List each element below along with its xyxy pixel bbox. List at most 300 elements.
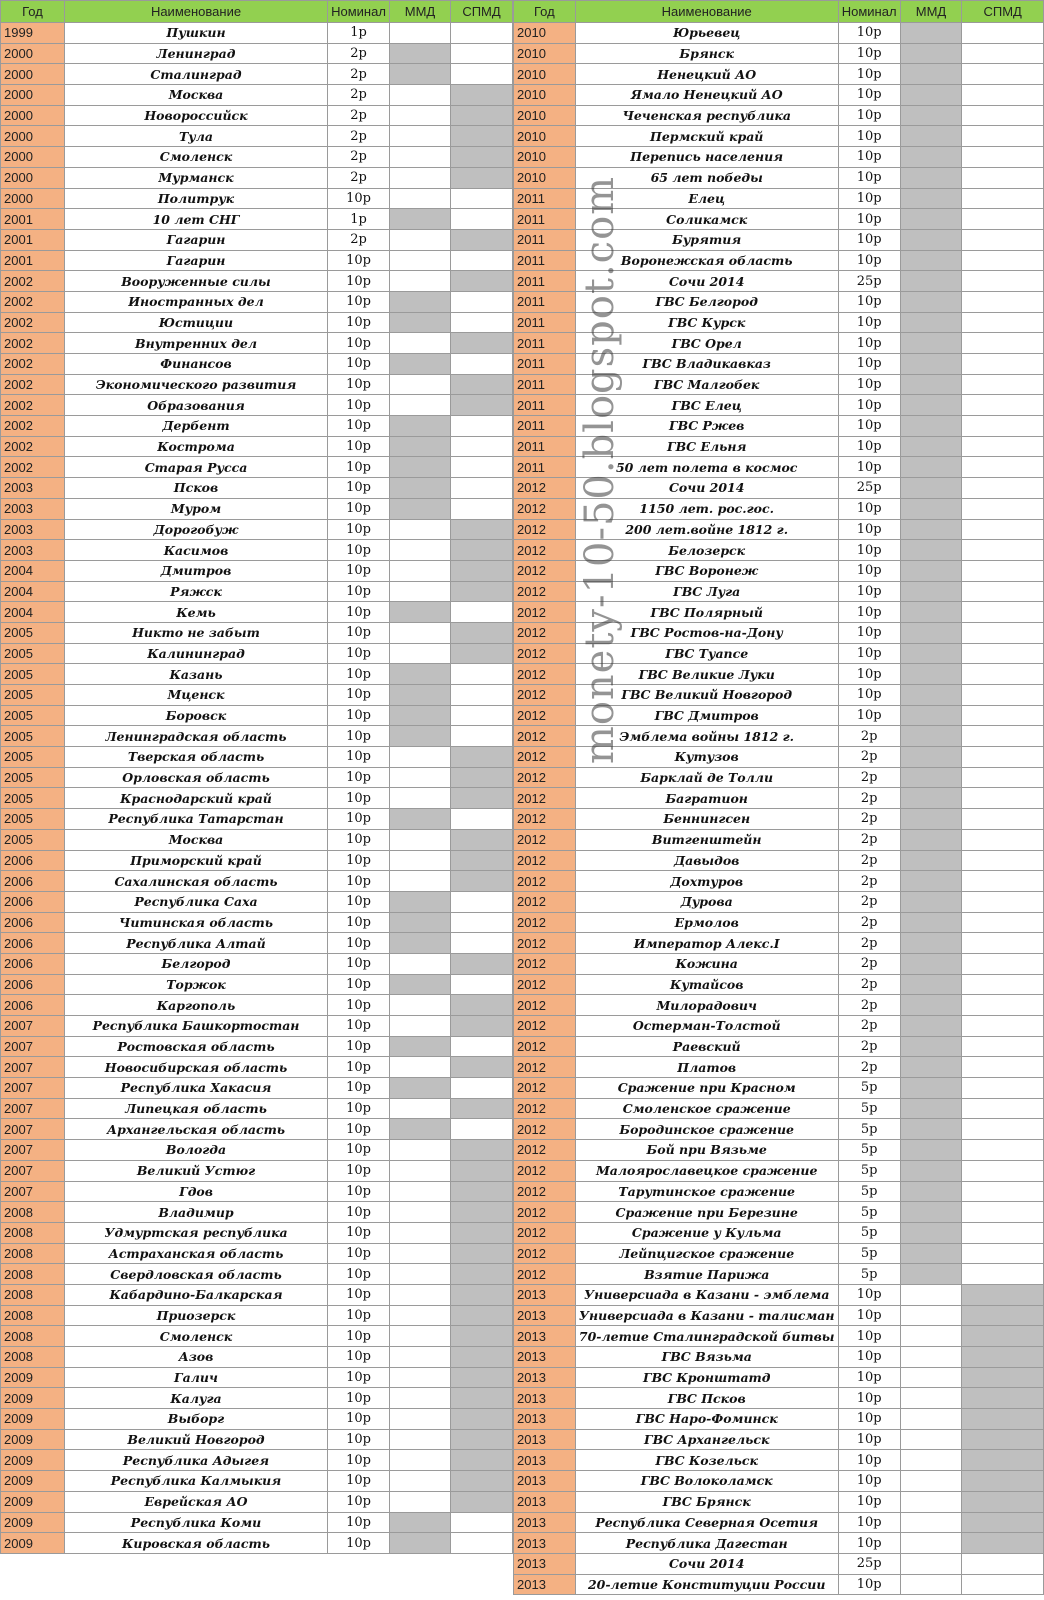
spmd-cell[interactable]	[451, 374, 513, 395]
name-cell[interactable]: Кострома	[65, 436, 328, 457]
name-cell[interactable]: Калининград	[65, 643, 328, 664]
mmd-cell[interactable]	[900, 1078, 962, 1099]
mmd-cell[interactable]	[900, 291, 962, 312]
header-name[interactable]: Наименование	[575, 1, 838, 23]
spmd-cell[interactable]	[451, 416, 513, 437]
spmd-cell[interactable]	[962, 498, 1044, 519]
year-cell[interactable]: 2012	[514, 1202, 576, 1223]
nominal-cell[interactable]: 10р	[838, 147, 900, 168]
spmd-cell[interactable]	[962, 871, 1044, 892]
year-cell[interactable]: 2005	[1, 767, 65, 788]
nominal-cell[interactable]: 10р	[328, 333, 390, 354]
year-cell[interactable]: 2002	[1, 395, 65, 416]
year-cell[interactable]: 2012	[514, 602, 576, 623]
name-cell[interactable]: 1150 лет. рос.гос.	[575, 498, 838, 519]
nominal-cell[interactable]: 10р	[838, 1533, 900, 1554]
name-cell[interactable]: Остерман-Толстой	[575, 1016, 838, 1037]
year-cell[interactable]: 2002	[1, 312, 65, 333]
header-name[interactable]: Наименование	[65, 1, 328, 23]
spmd-cell[interactable]	[451, 291, 513, 312]
spmd-cell[interactable]	[962, 312, 1044, 333]
year-cell[interactable]: 2013	[514, 1491, 576, 1512]
name-cell[interactable]: Ленинград	[65, 43, 328, 64]
spmd-cell[interactable]	[962, 105, 1044, 126]
name-cell[interactable]: Сражение при Березине	[575, 1202, 838, 1223]
name-cell[interactable]: Республика Северная Осетия	[575, 1512, 838, 1533]
mmd-cell[interactable]	[900, 312, 962, 333]
spmd-cell[interactable]	[962, 250, 1044, 271]
mmd-cell[interactable]	[390, 147, 451, 168]
name-cell[interactable]: Елец	[575, 188, 838, 209]
nominal-cell[interactable]: 10р	[328, 1243, 390, 1264]
mmd-cell[interactable]	[390, 871, 451, 892]
name-cell[interactable]: Вооруженные силы	[65, 271, 328, 292]
mmd-cell[interactable]	[900, 519, 962, 540]
nominal-cell[interactable]: 10р	[838, 457, 900, 478]
mmd-cell[interactable]	[390, 188, 451, 209]
name-cell[interactable]: ГВС Малгобек	[575, 374, 838, 395]
spmd-cell[interactable]	[962, 1429, 1044, 1450]
spmd-cell[interactable]	[451, 1347, 513, 1368]
name-cell[interactable]: Краснодарский край	[65, 788, 328, 809]
nominal-cell[interactable]: 10р	[838, 1409, 900, 1430]
mmd-cell[interactable]	[900, 147, 962, 168]
nominal-cell[interactable]: 10р	[328, 747, 390, 768]
mmd-cell[interactable]	[390, 1181, 451, 1202]
spmd-cell[interactable]	[451, 519, 513, 540]
name-cell[interactable]: Брянск	[575, 43, 838, 64]
name-cell[interactable]: Бой при Вязьме	[575, 1140, 838, 1161]
name-cell[interactable]: Мценск	[65, 685, 328, 706]
nominal-cell[interactable]: 5р	[838, 1098, 900, 1119]
nominal-cell[interactable]: 5р	[838, 1181, 900, 1202]
year-cell[interactable]: 2007	[1, 1160, 65, 1181]
spmd-cell[interactable]	[451, 622, 513, 643]
spmd-cell[interactable]	[962, 912, 1044, 933]
spmd-cell[interactable]	[451, 457, 513, 478]
nominal-cell[interactable]: 10р	[328, 519, 390, 540]
nominal-cell[interactable]: 10р	[328, 1036, 390, 1057]
nominal-cell[interactable]: 10р	[838, 167, 900, 188]
year-cell[interactable]: 2006	[1, 912, 65, 933]
spmd-cell[interactable]	[962, 1264, 1044, 1285]
mmd-cell[interactable]	[900, 602, 962, 623]
spmd-cell[interactable]	[962, 1016, 1044, 1037]
spmd-cell[interactable]	[962, 643, 1044, 664]
mmd-cell[interactable]	[900, 167, 962, 188]
year-cell[interactable]: 2010	[514, 64, 576, 85]
name-cell[interactable]: ГВС Орел	[575, 333, 838, 354]
spmd-cell[interactable]	[962, 809, 1044, 830]
mmd-cell[interactable]	[390, 995, 451, 1016]
year-cell[interactable]: 2012	[514, 498, 576, 519]
year-cell[interactable]: 2005	[1, 664, 65, 685]
year-cell[interactable]: 2012	[514, 478, 576, 499]
spmd-cell[interactable]	[962, 1367, 1044, 1388]
year-cell[interactable]: 2001	[1, 209, 65, 230]
year-cell[interactable]: 2009	[1, 1429, 65, 1450]
mmd-cell[interactable]	[390, 726, 451, 747]
year-cell[interactable]: 2002	[1, 457, 65, 478]
year-cell[interactable]: 2003	[1, 498, 65, 519]
mmd-cell[interactable]	[390, 1491, 451, 1512]
spmd-cell[interactable]	[962, 167, 1044, 188]
name-cell[interactable]: 65 лет победы	[575, 167, 838, 188]
mmd-cell[interactable]	[900, 664, 962, 685]
nominal-cell[interactable]: 10р	[328, 622, 390, 643]
nominal-cell[interactable]: 10р	[838, 1388, 900, 1409]
mmd-cell[interactable]	[390, 1450, 451, 1471]
name-cell[interactable]: Багратион	[575, 788, 838, 809]
spmd-cell[interactable]	[962, 1222, 1044, 1243]
mmd-cell[interactable]	[900, 1533, 962, 1554]
spmd-cell[interactable]	[962, 622, 1044, 643]
spmd-cell[interactable]	[451, 23, 513, 44]
spmd-cell[interactable]	[451, 788, 513, 809]
nominal-cell[interactable]: 2р	[838, 747, 900, 768]
nominal-cell[interactable]: 10р	[838, 498, 900, 519]
year-cell[interactable]: 2007	[1, 1181, 65, 1202]
mmd-cell[interactable]	[900, 643, 962, 664]
mmd-cell[interactable]	[390, 1533, 451, 1554]
nominal-cell[interactable]: 10р	[328, 705, 390, 726]
name-cell[interactable]: Читинская область	[65, 912, 328, 933]
spmd-cell[interactable]	[451, 147, 513, 168]
mmd-cell[interactable]	[390, 1036, 451, 1057]
mmd-cell[interactable]	[390, 395, 451, 416]
mmd-cell[interactable]	[900, 912, 962, 933]
nominal-cell[interactable]: 10р	[838, 374, 900, 395]
spmd-cell[interactable]	[962, 1036, 1044, 1057]
year-cell[interactable]: 2012	[514, 747, 576, 768]
year-cell[interactable]: 2012	[514, 1160, 576, 1181]
name-cell[interactable]: Мурманск	[65, 167, 328, 188]
nominal-cell[interactable]: 10р	[328, 188, 390, 209]
spmd-cell[interactable]	[451, 602, 513, 623]
nominal-cell[interactable]: 10р	[328, 1388, 390, 1409]
name-cell[interactable]: Боровск	[65, 705, 328, 726]
nominal-cell[interactable]: 10р	[328, 1078, 390, 1099]
nominal-cell[interactable]: 10р	[328, 788, 390, 809]
mmd-cell[interactable]	[390, 23, 451, 44]
year-cell[interactable]: 2006	[1, 953, 65, 974]
year-cell[interactable]: 2010	[514, 126, 576, 147]
year-cell[interactable]: 2008	[1, 1202, 65, 1223]
year-cell[interactable]: 2012	[514, 891, 576, 912]
year-cell[interactable]: 2013	[514, 1429, 576, 1450]
name-cell[interactable]: ГВС Луга	[575, 581, 838, 602]
year-cell[interactable]: 2013	[514, 1553, 576, 1574]
nominal-cell[interactable]: 2р	[328, 147, 390, 168]
mmd-cell[interactable]	[900, 1264, 962, 1285]
spmd-cell[interactable]	[451, 705, 513, 726]
year-cell[interactable]: 2013	[514, 1347, 576, 1368]
mmd-cell[interactable]	[390, 498, 451, 519]
name-cell[interactable]: ГВС Белгород	[575, 291, 838, 312]
mmd-cell[interactable]	[900, 436, 962, 457]
spmd-cell[interactable]	[451, 209, 513, 230]
year-cell[interactable]: 2013	[514, 1284, 576, 1305]
header-nominal[interactable]: Номинал	[328, 1, 390, 23]
name-cell[interactable]: Тверская область	[65, 747, 328, 768]
nominal-cell[interactable]: 10р	[838, 1429, 900, 1450]
name-cell[interactable]: Давыдов	[575, 850, 838, 871]
header-spmd[interactable]: СПМД	[451, 1, 513, 23]
name-cell[interactable]: ГВС Наро-Фоминск	[575, 1409, 838, 1430]
year-cell[interactable]: 2006	[1, 891, 65, 912]
spmd-cell[interactable]	[451, 1140, 513, 1161]
nominal-cell[interactable]: 5р	[838, 1202, 900, 1223]
spmd-cell[interactable]	[451, 1222, 513, 1243]
nominal-cell[interactable]: 5р	[838, 1078, 900, 1099]
year-cell[interactable]: 2012	[514, 1119, 576, 1140]
year-cell[interactable]: 2003	[1, 540, 65, 561]
mmd-cell[interactable]	[390, 1160, 451, 1181]
year-cell[interactable]: 2002	[1, 416, 65, 437]
mmd-cell[interactable]	[900, 974, 962, 995]
nominal-cell[interactable]: 2р	[328, 85, 390, 106]
year-cell[interactable]: 2009	[1, 1388, 65, 1409]
year-cell[interactable]: 2010	[514, 85, 576, 106]
name-cell[interactable]: Новосибирская область	[65, 1057, 328, 1078]
year-cell[interactable]: 2011	[514, 291, 576, 312]
name-cell[interactable]: Гдов	[65, 1181, 328, 1202]
spmd-cell[interactable]	[451, 1533, 513, 1554]
mmd-cell[interactable]	[900, 1305, 962, 1326]
name-cell[interactable]: Касимов	[65, 540, 328, 561]
nominal-cell[interactable]: 10р	[838, 1471, 900, 1492]
year-cell[interactable]: 2005	[1, 726, 65, 747]
name-cell[interactable]: Экономического развития	[65, 374, 328, 395]
name-cell[interactable]: ГВС Великие Луки	[575, 664, 838, 685]
nominal-cell[interactable]: 2р	[838, 974, 900, 995]
year-cell[interactable]: 2009	[1, 1450, 65, 1471]
spmd-cell[interactable]	[451, 498, 513, 519]
nominal-cell[interactable]: 10р	[328, 374, 390, 395]
mmd-cell[interactable]	[390, 622, 451, 643]
mmd-cell[interactable]	[390, 891, 451, 912]
spmd-cell[interactable]	[451, 43, 513, 64]
mmd-cell[interactable]	[900, 354, 962, 375]
year-cell[interactable]: 2005	[1, 643, 65, 664]
name-cell[interactable]: Старая Русса	[65, 457, 328, 478]
mmd-cell[interactable]	[900, 229, 962, 250]
name-cell[interactable]: Платов	[575, 1057, 838, 1078]
spmd-cell[interactable]	[451, 974, 513, 995]
nominal-cell[interactable]: 10р	[328, 560, 390, 581]
name-cell[interactable]: Свердловская область	[65, 1264, 328, 1285]
spmd-cell[interactable]	[962, 1347, 1044, 1368]
name-cell[interactable]: Универсиада в Казани - эмблема	[575, 1284, 838, 1305]
mmd-cell[interactable]	[900, 1036, 962, 1057]
nominal-cell[interactable]: 10р	[328, 1347, 390, 1368]
year-cell[interactable]: 2013	[514, 1471, 576, 1492]
mmd-cell[interactable]	[900, 1016, 962, 1037]
mmd-cell[interactable]	[900, 891, 962, 912]
name-cell[interactable]: Взятие Парижа	[575, 1264, 838, 1285]
year-cell[interactable]: 2009	[1, 1367, 65, 1388]
nominal-cell[interactable]: 10р	[838, 85, 900, 106]
nominal-cell[interactable]: 10р	[838, 1367, 900, 1388]
year-cell[interactable]: 1999	[1, 23, 65, 44]
mmd-cell[interactable]	[390, 457, 451, 478]
year-cell[interactable]: 2011	[514, 333, 576, 354]
mmd-cell[interactable]	[390, 581, 451, 602]
year-cell[interactable]: 2009	[1, 1533, 65, 1554]
name-cell[interactable]: ГВС Вязьма	[575, 1347, 838, 1368]
spmd-cell[interactable]	[451, 1491, 513, 1512]
name-cell[interactable]: Республика Алтай	[65, 933, 328, 954]
nominal-cell[interactable]: 10р	[328, 395, 390, 416]
mmd-cell[interactable]	[900, 747, 962, 768]
mmd-cell[interactable]	[900, 1160, 962, 1181]
spmd-cell[interactable]	[962, 85, 1044, 106]
year-cell[interactable]: 2002	[1, 271, 65, 292]
nominal-cell[interactable]: 10р	[838, 1512, 900, 1533]
spmd-cell[interactable]	[451, 767, 513, 788]
name-cell[interactable]: ГВС Волоколамск	[575, 1471, 838, 1492]
spmd-cell[interactable]	[451, 85, 513, 106]
year-cell[interactable]: 2000	[1, 126, 65, 147]
name-cell[interactable]: Тула	[65, 126, 328, 147]
nominal-cell[interactable]: 2р	[838, 829, 900, 850]
spmd-cell[interactable]	[451, 540, 513, 561]
name-cell[interactable]: Юрьевец	[575, 23, 838, 44]
year-cell[interactable]: 2012	[514, 809, 576, 830]
year-cell[interactable]: 2002	[1, 333, 65, 354]
spmd-cell[interactable]	[962, 1553, 1044, 1574]
spmd-cell[interactable]	[451, 726, 513, 747]
nominal-cell[interactable]: 10р	[328, 436, 390, 457]
name-cell[interactable]: Сочи 2014	[575, 478, 838, 499]
name-cell[interactable]: Юстиции	[65, 312, 328, 333]
nominal-cell[interactable]: 2р	[838, 809, 900, 830]
year-cell[interactable]: 2012	[514, 685, 576, 706]
year-cell[interactable]: 2004	[1, 602, 65, 623]
name-cell[interactable]: Эмблема войны 1812 г.	[575, 726, 838, 747]
nominal-cell[interactable]: 10р	[328, 457, 390, 478]
year-cell[interactable]: 2009	[1, 1512, 65, 1533]
name-cell[interactable]: Владимир	[65, 1202, 328, 1223]
spmd-cell[interactable]	[451, 1284, 513, 1305]
spmd-cell[interactable]	[962, 540, 1044, 561]
nominal-cell[interactable]: 10р	[328, 829, 390, 850]
name-cell[interactable]: Кировская область	[65, 1533, 328, 1554]
year-cell[interactable]: 2013	[514, 1326, 576, 1347]
year-cell[interactable]: 2012	[514, 1036, 576, 1057]
spmd-cell[interactable]	[451, 1098, 513, 1119]
name-cell[interactable]: ГВС Архангельск	[575, 1429, 838, 1450]
spmd-cell[interactable]	[451, 478, 513, 499]
name-cell[interactable]: Чеченская республика	[575, 105, 838, 126]
mmd-cell[interactable]	[900, 1367, 962, 1388]
year-cell[interactable]: 2005	[1, 622, 65, 643]
name-cell[interactable]: Беннингсен	[575, 809, 838, 830]
year-cell[interactable]: 2011	[514, 436, 576, 457]
mmd-cell[interactable]	[390, 333, 451, 354]
name-cell[interactable]: Смоленское сражение	[575, 1098, 838, 1119]
nominal-cell[interactable]: 10р	[838, 1491, 900, 1512]
name-cell[interactable]: Малоярославецкое сражение	[575, 1160, 838, 1181]
year-cell[interactable]: 2010	[514, 105, 576, 126]
mmd-cell[interactable]	[900, 1553, 962, 1574]
year-cell[interactable]: 2007	[1, 1098, 65, 1119]
spmd-cell[interactable]	[962, 1202, 1044, 1223]
mmd-cell[interactable]	[900, 1574, 962, 1595]
name-cell[interactable]: Универсиада в Казани - талисман	[575, 1305, 838, 1326]
name-cell[interactable]: Образования	[65, 395, 328, 416]
spmd-cell[interactable]	[962, 416, 1044, 437]
nominal-cell[interactable]: 2р	[328, 43, 390, 64]
year-cell[interactable]: 2011	[514, 457, 576, 478]
mmd-cell[interactable]	[390, 1098, 451, 1119]
nominal-cell[interactable]: 10р	[838, 291, 900, 312]
year-cell[interactable]: 2011	[514, 271, 576, 292]
spmd-cell[interactable]	[962, 395, 1044, 416]
spmd-cell[interactable]	[962, 43, 1044, 64]
spmd-cell[interactable]	[962, 767, 1044, 788]
year-cell[interactable]: 2003	[1, 519, 65, 540]
spmd-cell[interactable]	[451, 1016, 513, 1037]
name-cell[interactable]: Республика Калмыкия	[65, 1471, 328, 1492]
mmd-cell[interactable]	[390, 436, 451, 457]
year-cell[interactable]: 2011	[514, 395, 576, 416]
nominal-cell[interactable]: 10р	[328, 1284, 390, 1305]
nominal-cell[interactable]: 10р	[328, 1098, 390, 1119]
mmd-cell[interactable]	[390, 1140, 451, 1161]
name-cell[interactable]: Ермолов	[575, 912, 838, 933]
year-cell[interactable]: 2011	[514, 250, 576, 271]
nominal-cell[interactable]: 10р	[328, 809, 390, 830]
nominal-cell[interactable]: 10р	[328, 1057, 390, 1078]
nominal-cell[interactable]: 10р	[838, 560, 900, 581]
spmd-cell[interactable]	[962, 995, 1044, 1016]
spmd-cell[interactable]	[962, 1057, 1044, 1078]
nominal-cell[interactable]: 10р	[838, 209, 900, 230]
nominal-cell[interactable]: 2р	[328, 64, 390, 85]
name-cell[interactable]: ГВС Ржев	[575, 416, 838, 437]
year-cell[interactable]: 2012	[514, 1016, 576, 1037]
year-cell[interactable]: 2005	[1, 747, 65, 768]
spmd-cell[interactable]	[962, 560, 1044, 581]
nominal-cell[interactable]: 10р	[328, 1450, 390, 1471]
mmd-cell[interactable]	[390, 1471, 451, 1492]
year-cell[interactable]: 2013	[514, 1367, 576, 1388]
nominal-cell[interactable]: 10р	[838, 1326, 900, 1347]
year-cell[interactable]: 2008	[1, 1347, 65, 1368]
nominal-cell[interactable]: 10р	[328, 664, 390, 685]
spmd-cell[interactable]	[451, 229, 513, 250]
mmd-cell[interactable]	[900, 1202, 962, 1223]
spmd-cell[interactable]	[451, 188, 513, 209]
year-cell[interactable]: 2012	[514, 767, 576, 788]
mmd-cell[interactable]	[900, 1243, 962, 1264]
mmd-cell[interactable]	[390, 1119, 451, 1140]
mmd-cell[interactable]	[390, 291, 451, 312]
name-cell[interactable]: Астраханская область	[65, 1243, 328, 1264]
year-cell[interactable]: 2012	[514, 1057, 576, 1078]
spmd-cell[interactable]	[451, 1160, 513, 1181]
nominal-cell[interactable]: 10р	[838, 43, 900, 64]
spmd-cell[interactable]	[962, 1388, 1044, 1409]
name-cell[interactable]: Ямало Ненецкий АО	[575, 85, 838, 106]
year-cell[interactable]: 2000	[1, 85, 65, 106]
spmd-cell[interactable]	[451, 1409, 513, 1430]
spmd-cell[interactable]	[962, 519, 1044, 540]
spmd-cell[interactable]	[962, 1078, 1044, 1099]
name-cell[interactable]: Белгород	[65, 953, 328, 974]
nominal-cell[interactable]: 10р	[328, 726, 390, 747]
